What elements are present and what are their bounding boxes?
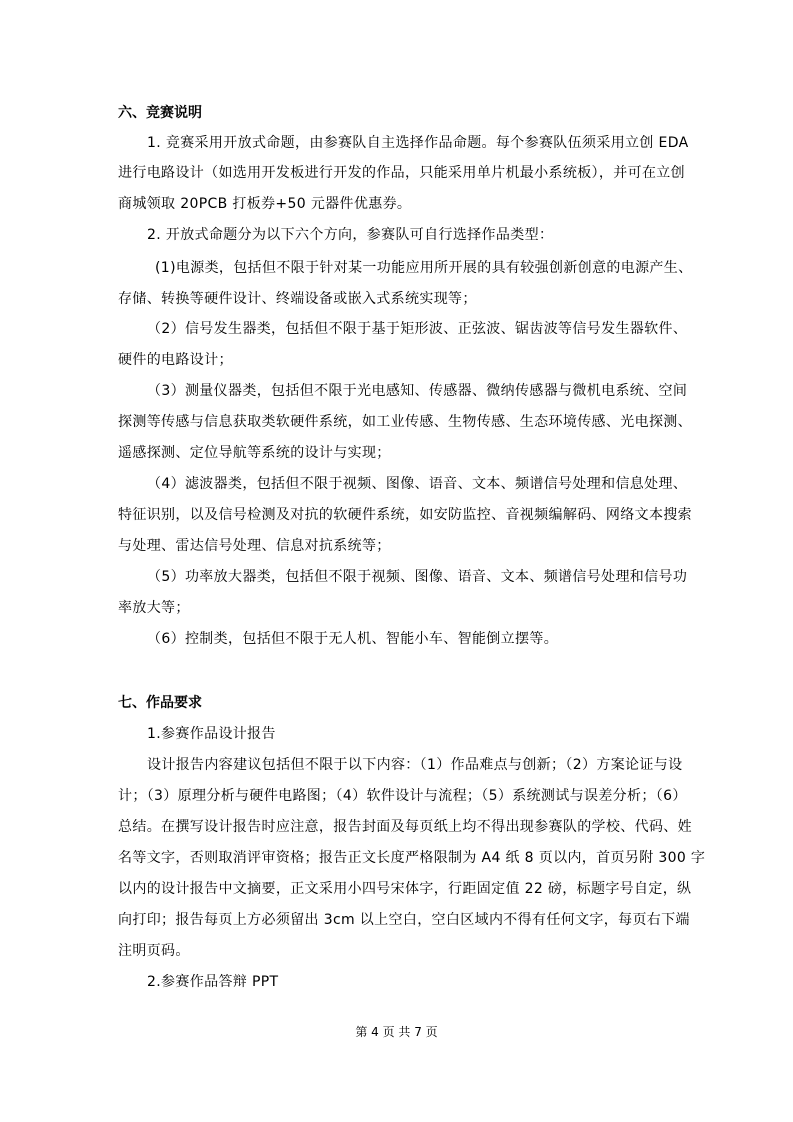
paragraph-line: 计；（3）原理分析与硬件电路图；（4）软件设计与流程；（5）系统测试与误差分析；（6） <box>118 788 687 804</box>
paragraph-line: 与处理、雷达信号处理、信息对抗系统等； <box>118 538 391 554</box>
paragraph-line: 探测等传感与信息获取类软硬件系统，如工业传感、生物传感、生态环境传感、光电探测、 <box>118 414 692 430</box>
paragraph-line: （3）测量仪器类，包括但不限于光电感知、传感器、微纳传感器与微机电系统、空间 <box>147 383 688 399</box>
paragraph-line: 以内的设计报告中文摘要，正文采用小四号宋体字，行距固定值 22 磅，标题字号自定，纵 <box>118 881 692 897</box>
paragraph-line: 1.参赛作品设计报告 <box>147 726 276 742</box>
paragraph-line: 设计报告内容建议包括但不限于以下内容：（1）作品难点与创新；（2）方案论证与设 <box>147 757 683 773</box>
paragraph-line: 向打印；报告每页上方必须留出 3cm 以上空白，空白区域内不得有任何文字，每页右下端 <box>118 912 690 928</box>
paragraph-line: （5）功率放大器类，包括但不限于视频、图像、语音、文本、频谱信号处理和信号功 <box>147 569 688 585</box>
paragraph-line: 名等文字，否则取消评审资格；报告正文长度严格限制为 A4 纸 8 页以内，首页另附 300 字 <box>118 850 706 866</box>
paragraph-line: （6）控制类，包括但不限于无人机、智能小车、智能倒立摆等。 <box>147 631 559 647</box>
paragraph-line: 商城领取 20PCB 打板券+50 元器件优惠券。 <box>118 196 412 212</box>
page-number-footer: 第 4 页 共 7 页 <box>355 1025 438 1039</box>
paragraph-line: （2）信号发生器类，包括但不限于基于矩形波、正弦波、锯齿波等信号发生器软件、 <box>147 321 688 337</box>
paragraph-line: 率放大等； <box>118 600 190 616</box>
paragraph-line: (1)电源类，包括但不限于针对某一功能应用所开展的具有较强创新创意的电源产生、 <box>155 260 693 276</box>
paragraph-line: 遥感探测、定位导航等系统的设计与实现； <box>118 445 391 461</box>
section-heading-work-requirements: 七、作品要求 <box>118 695 202 711</box>
paragraph-line: 1. 竞赛采用开放式命题，由参赛队自主选择作品命题。每个参赛队伍须采用立创 EDA <box>147 135 689 151</box>
paragraph-line: 2. 开放式命题分为以下六个方向，参赛队可自行选择作品类型： <box>147 227 554 243</box>
paragraph-line: 特征识别，以及信号检测及对抗的软硬件系统，如安防监控、音视频编解码、网络文本搜索 <box>118 507 692 523</box>
section-heading-competition-notes: 六、竞赛说明 <box>118 105 202 121</box>
paragraph-line: 进行电路设计（如选用开发板进行开发的作品，只能采用单片机最小系统板），并可在立创 <box>118 165 685 181</box>
paragraph-line: （4）滤波器类，包括但不限于视频、图像、语音、文本、频谱信号处理和信息处理、 <box>147 476 688 492</box>
paragraph-line: 2.参赛作品答辩 PPT <box>147 974 279 990</box>
paragraph-line: 存储、转换等硬件设计、终端设备或嵌入式系统实现等； <box>118 291 477 307</box>
paragraph-line: 硬件的电路设计； <box>118 352 233 368</box>
paragraph-line: 注明页码。 <box>118 943 190 959</box>
paragraph-line: 总结。在撰写设计报告时应注意，报告封面及每页纸上均不得出现参赛队的学校、代码、姓 <box>118 819 692 835</box>
